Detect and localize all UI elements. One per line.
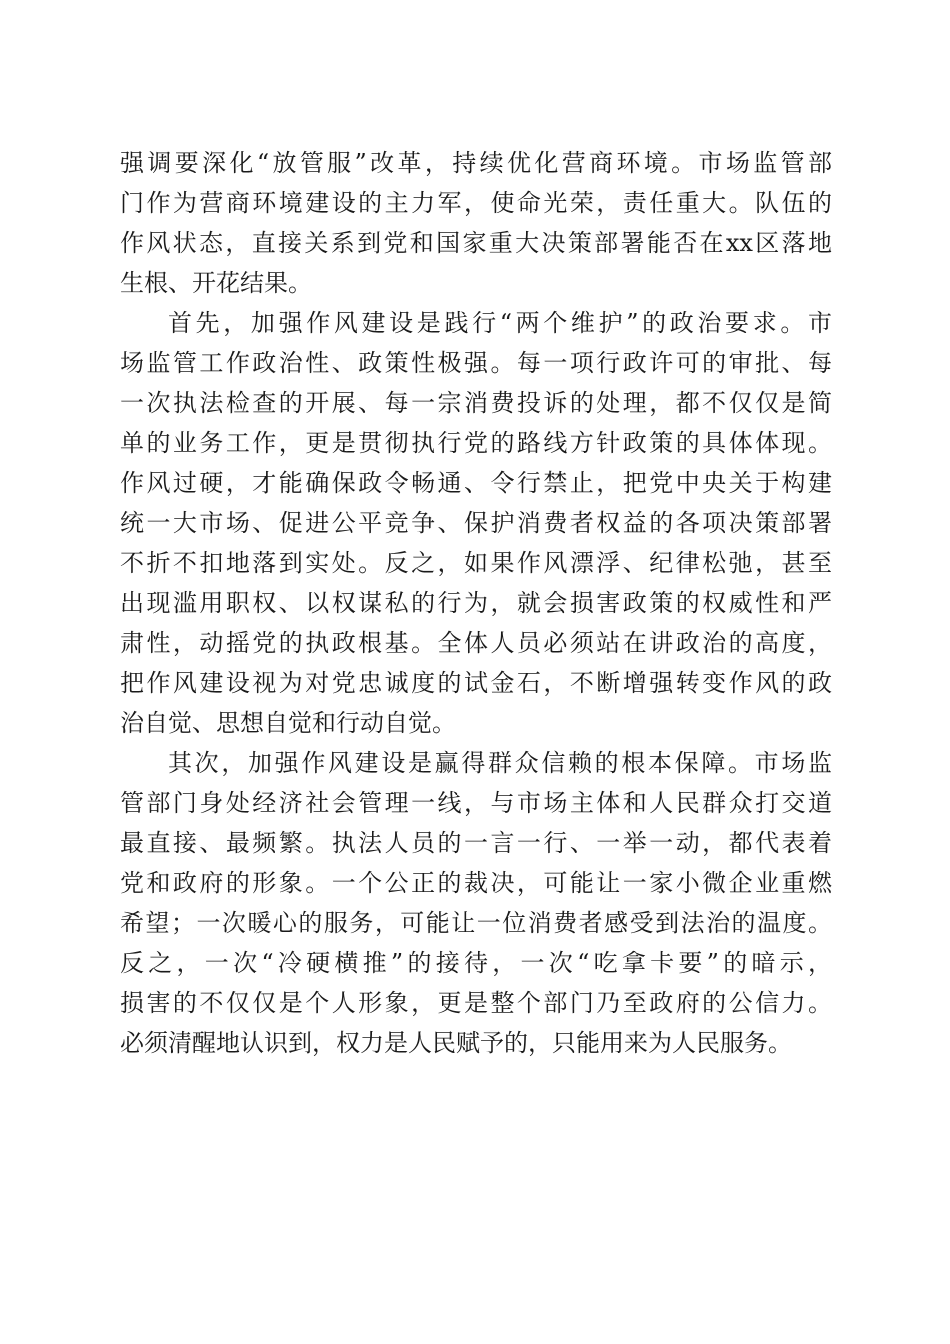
text-line: 单的业务工作，更是贯彻执行党的路线方针政策的具体体现。 — [120, 429, 832, 457]
text-line: 统一大市场、促进公平竞争、保护消费者权益的各项决策部署 — [120, 509, 832, 537]
text-line: 强调要深化“放管服”改革，持续优化营商环境。市场监管部 — [120, 149, 832, 177]
paragraph-first-line: 其次，加强作风建设是赢得群众信赖的根本保障。市场监 — [168, 749, 832, 777]
text-line: 治自觉、思想自觉和行动自觉。 — [120, 709, 456, 737]
text-line: 把作风建设视为对党忠诚度的试金石，不断增强转变作风的政 — [120, 669, 832, 697]
text-line: 肃性，动摇党的执政根基。全体人员必须站在讲政治的高度， — [120, 629, 832, 657]
text-line: 出现滥用职权、以权谋私的行为，就会损害政策的权威性和严 — [120, 589, 832, 617]
text-line: 不折不扣地落到实处。反之，如果作风漂浮、纪律松弛，甚至 — [120, 549, 832, 577]
body-text — [120, 143, 832, 1063]
text-line: 党和政府的形象。一个公正的裁决，可能让一家小微企业重燃 — [120, 869, 832, 897]
text-line: 一次执法检查的开展、每一宗消费投诉的处理，都不仅仅是简 — [120, 389, 832, 417]
text-line: 管部门身处经济社会管理一线，与市场主体和人民群众打交道 — [120, 789, 832, 817]
text-line: 作风状态，直接关系到党和国家重大决策部署能否在xx区落地 — [120, 229, 832, 257]
text-line: 必须清醒地认识到，权力是人民赋予的，只能用来为人民服务。 — [120, 1029, 792, 1057]
text-line: 最直接、最频繁。执法人员的一言一行、一举一动，都代表着 — [120, 829, 832, 857]
text-line: 损害的不仅仅是个人形象，更是整个部门乃至政府的公信力。 — [120, 989, 832, 1017]
text-line: 门作为营商环境建设的主力军，使命光荣，责任重大。队伍的 — [120, 189, 832, 217]
text-line: 希望；一次暖心的服务，可能让一位消费者感受到法治的温度。 — [120, 909, 832, 937]
paragraph-first-line: 首先，加强作风建设是践行“两个维护”的政治要求。市 — [168, 309, 832, 337]
text-line: 反之，一次“冷硬横推”的接待，一次“吃拿卡要”的暗示， — [120, 949, 832, 977]
text-line: 作风过硬，才能确保政令畅通、令行禁止，把党中央关于构建 — [120, 469, 832, 497]
text-line: 场监管工作政治性、政策性极强。每一项行政许可的审批、每 — [120, 349, 832, 377]
text-line: 生根、开花结果。 — [120, 269, 312, 297]
